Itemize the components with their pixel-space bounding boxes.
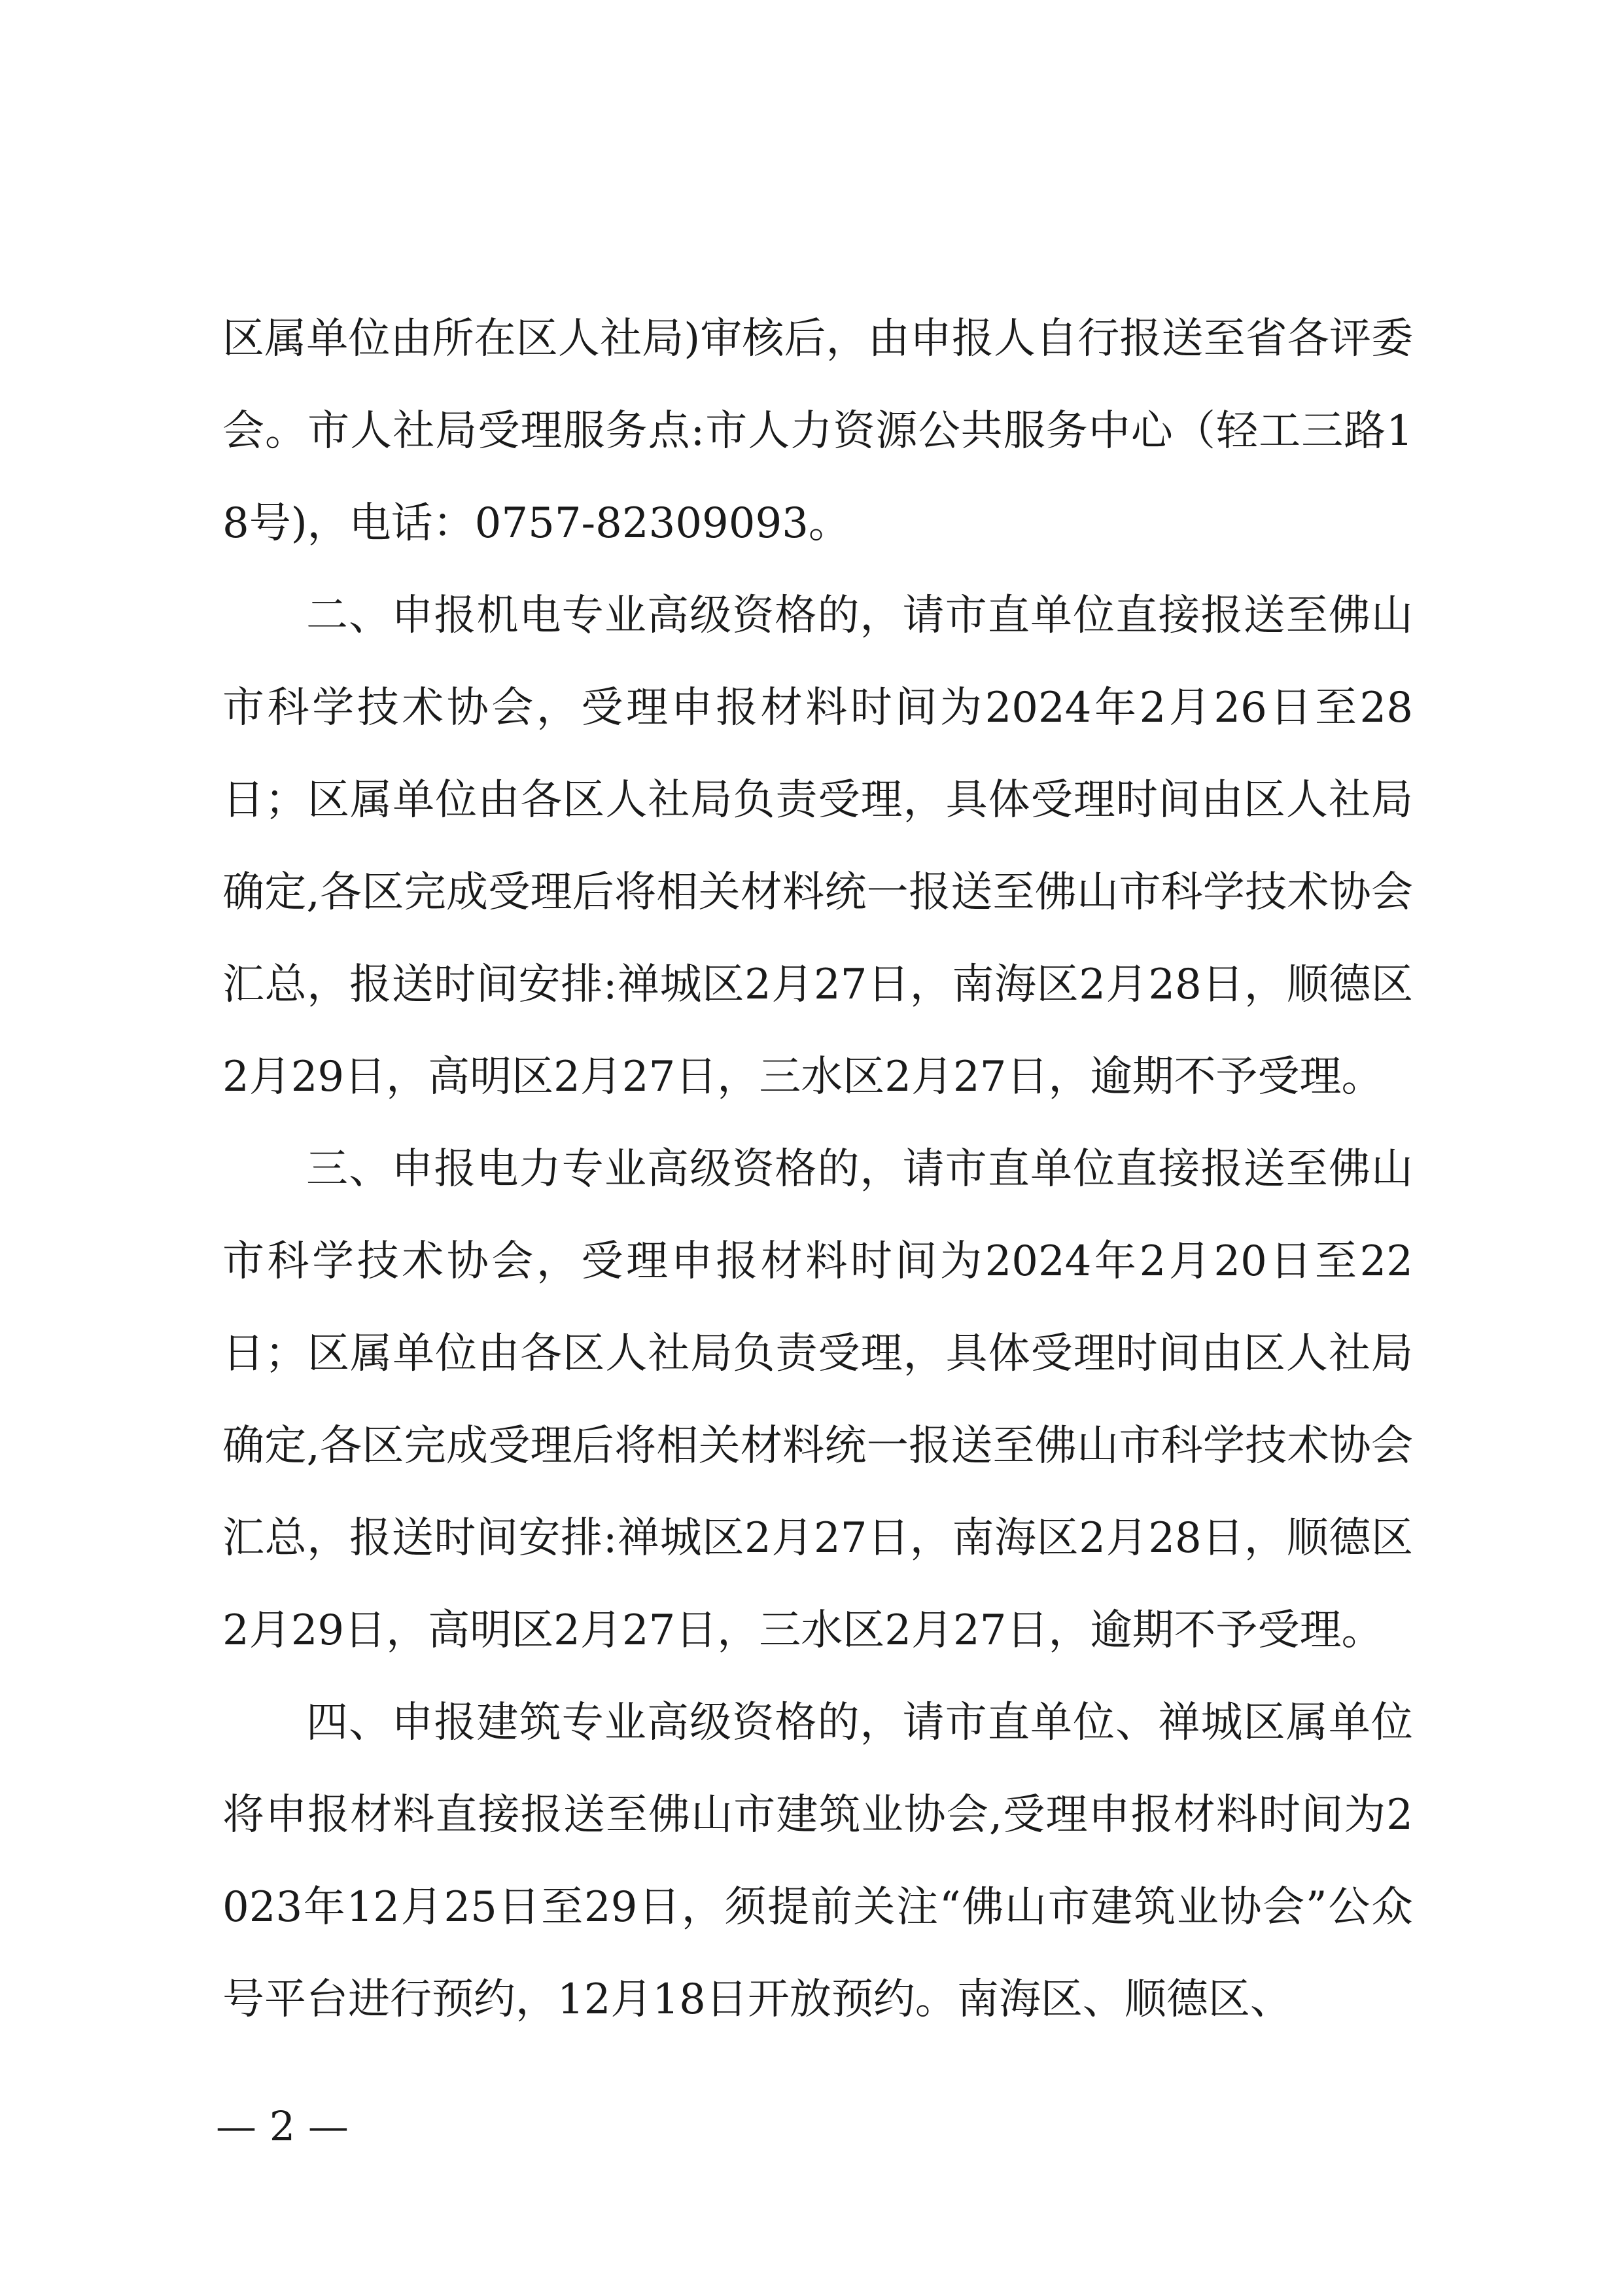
paragraph-item-2-electromechanical: 二、申报机电专业高级资格的，请市直单位直接报送至佛山市科学技术协会，受理申报材料时间为2024年2月26日至28日；区属单位由各区人社局负责受理，具体受理时间由区人社局确定,各区完成受理后将相关材料统一报送至佛山市科学技术协会汇总，报送时间安排:禅城区2月27日，南海区2月28日，顺德区2月29日，高明区2月27日，三水区2月27日，逾期不予受理。	[222, 592, 1413, 1101]
page-number: — 2 —	[216, 2102, 349, 2150]
document-body	[222, 293, 1413, 2046]
paragraph-continuation: 区属单位由所在区人社局)审核后，由申报人自行报送至省各评委会。市人社局受理服务点:市人力资源公共服务中心（轻工三路18号)，电话：0757-82309093。	[222, 315, 1413, 548]
paragraph-item-4-construction: 四、申报建筑专业高级资格的，请市直单位、禅城区属单位将申报材料直接报送至佛山市建筑业协会,受理申报材料时间为2023年12月25日至29日，须提前关注“佛山市建筑业协会”公众号平台进行预约，12月18日开放预约。南海区、顺德区、	[222, 1699, 1413, 2024]
paragraph-item-3-electric-power: 三、申报电力专业高级资格的，请市直单位直接报送至佛山市科学技术协会，受理申报材料时间为2024年2月20日至22日；区属单位由各区人社局负责受理，具体受理时间由区人社局确定,各区完成受理后将相关材料统一报送至佛山市科学技术协会汇总，报送时间安排:禅城区2月27日，南海区2月28日，顺德区2月29日，高明区2月27日，三水区2月27日，逾期不予受理。	[222, 1145, 1413, 1655]
